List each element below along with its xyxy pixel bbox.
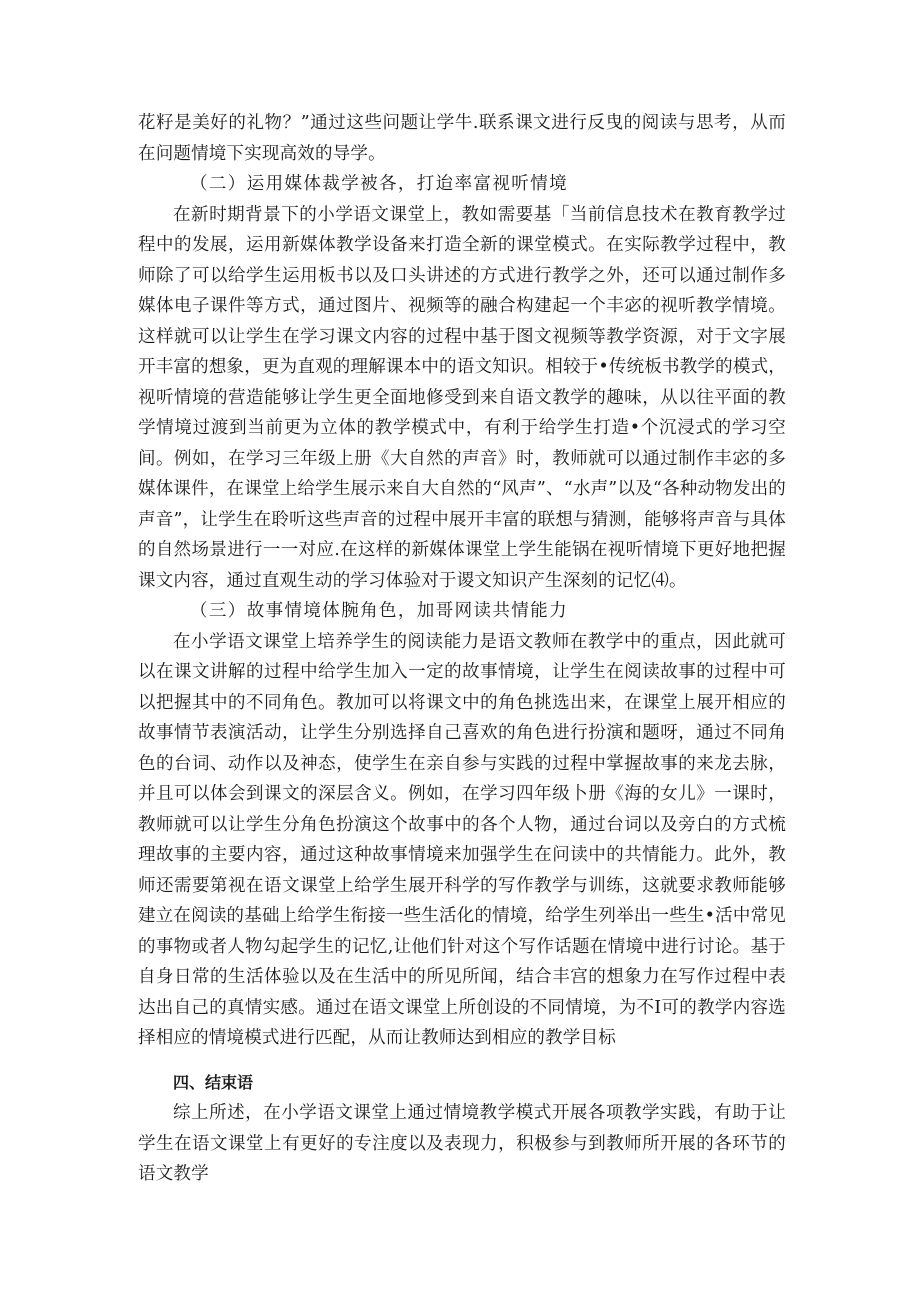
section-heading-conclusion: 四、结束语 xyxy=(173,1072,254,1092)
subheading-story-situation: （三）故事情境体腕角色，加哥网读共情能力 xyxy=(190,601,568,621)
intro-paragraph: 花籽是美好的礼物？”通过这些问题让学牛.联系课文进行反曳的阅读与思考，从而在问题情境下实现高效的导学。 xyxy=(138,113,786,164)
paragraph-conclusion: 综上所述，在小学语文课堂上通过情境教学模式开展各项教学实践，有助于让学生在语文课堂上有更好的专注度以及表现力，积极参与到教师所开展的各环节的语文教学 xyxy=(138,1103,786,1184)
paragraph-story-situation: 在小学语文课堂上培养学生的阅读能力是语文教师在教学中的重点，因此就可以在课文讲解的过程中给学生加入一定的故事情境，让学生在阅读故事的过程中可以把握其中的不同角色。教加可以将课文中的角色挑选出来，在课堂上展开相应的故事情节表演活动，让学生分别选择自己喜欢的角色进行扮演和题呀，通过不同角色的台词、动作以及神态，使学生在亲自参与实践的过程中掌握故事的来龙去脉，并且可以体会到课文的深层含义。例如，在学习四年级卜册《海的女儿》一课时，教师就可以让学生分角色扮演这个故事中的各个人物，通过台词以及旁白的方式梳理故事的主要内容，通过这种故事情境来加强学生在问读中的共情能力。此外，教师还需要第视在语文课堂上给学生展开科学的写作教学与训练，这就要求教师能够建立在阅读的基础上给学生衔接一些生活化的情境，给学生列举出一些生•活中常见的事物或者人物勾起学生的记忆,让他们针对这个写作话题在情境中进行讨论。基于自身日常的生活体验以及在生活中的所见所闻，结合丰宫的想象力在写作过程中表达出自己的真情实感。通过在语文课堂上所创设的不同情境，为不I可的教学内容选择相应的情境模式进行匹配，从而让教师达到相应的教学目标 xyxy=(138,631,786,1048)
paragraph-media-teaching: 在新时期背景下的小学语文课堂上，教如需要基「当前信息技术在教育教学过程中的发展，运用新媒体教学设备来打造全新的课堂模式。在实际教学过程中，教师除了可以给学生运用板书以及口头讲述的方式进行教学之外，还可以通过制作多媒体电子课件等方式，通过图片、视频等的融合构建起一个丰宓的视听教学情境。这样就可以让学生在学习课文内容的过程中基于图文视频等教学资源，对于文字展开丰富的想象，更为直观的理解课本中的语文知识。相较于•传统板书教学的模式，视听情境的营造能够让学生更全面地修受到来自语文教学的趣味，从以往平面的教学情境过渡到当前更为立体的教学模式中，有利于给学生打造•个沉浸式的学习空间。例如，在学习三年级上册《大自然的声音》时，教师就可以通过制作丰宓的多媒体课件，在课堂上给学生展示来自大自然的“风声”、“水声”以及“各种动物发出的声音”，让学生在聆听这些声音的过程中展开丰富的联想与猜测，能够将声音与具体的自然场景进行一一对应.在这样的新媒体课堂上学生能锅在视听情境下更好地把握课文内容，通过直观生动的学习体验对于谡文知识产生深刻的记忆⑷。 xyxy=(138,204,786,591)
document-page xyxy=(138,108,786,1190)
subheading-media-teaching: （二）运用媒体裁学被各，打迨率富视听情境 xyxy=(190,174,568,194)
